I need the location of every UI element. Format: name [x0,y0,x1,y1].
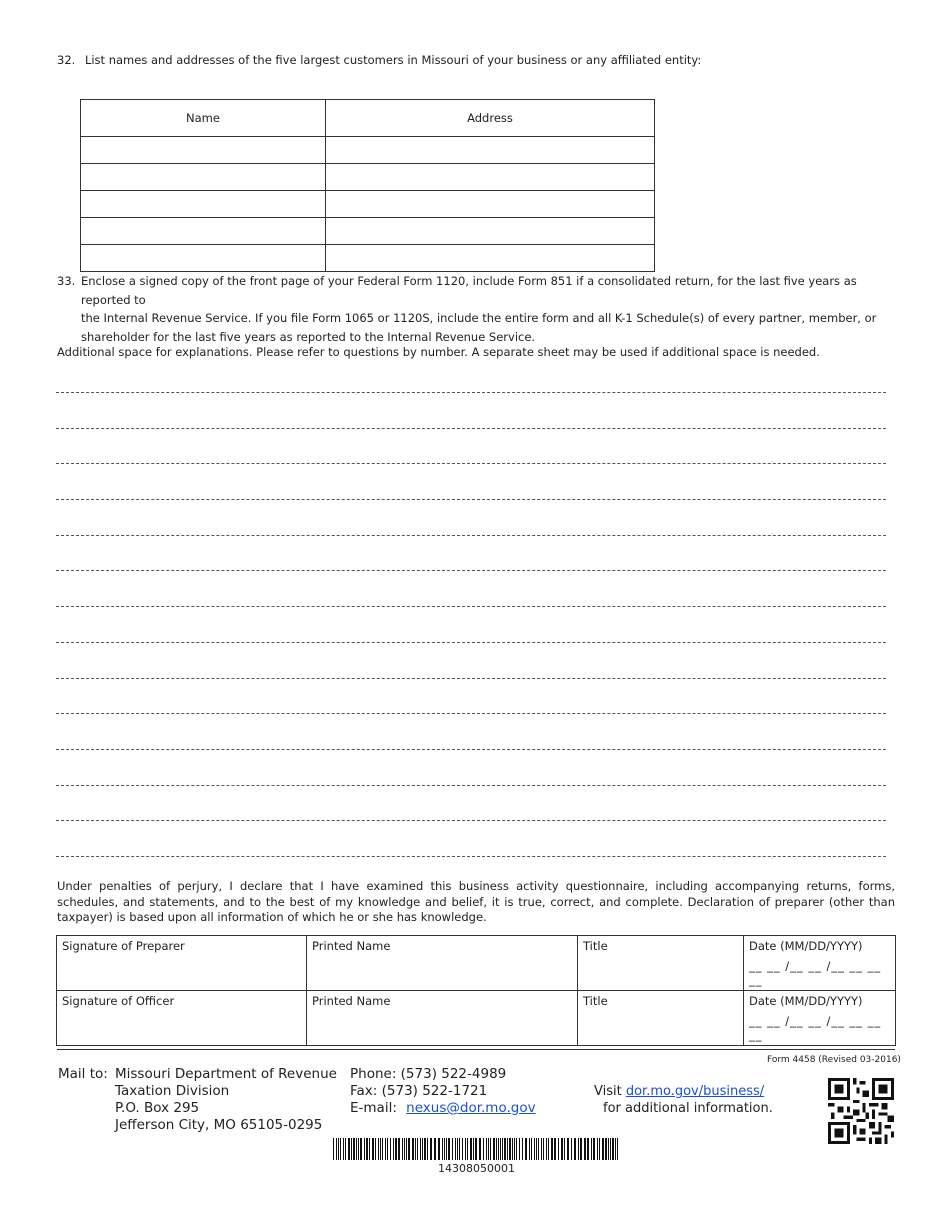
question-33-body [81,272,901,346]
table-row [81,191,655,218]
visit-suffix: for additional information. [603,1101,773,1116]
email-label: E-mail: [350,1100,397,1116]
explanation-line[interactable] [56,428,886,429]
question-text-line: shareholder for the last five years as reported to the Internal Revenue Service. [81,329,536,344]
field-label: Date (MM/DD/YYYY) [749,994,863,1008]
officer-title-field[interactable] [578,991,744,1046]
question-text-line: Enclose a signed copy of the front page of your Federal Form 1120, include Form 851 if a consolidated return, for the last five years as reported to [81,274,857,307]
email-row [350,1100,536,1117]
explanation-line[interactable] [56,713,886,714]
customer-address-input[interactable] [326,245,655,272]
question-32 [57,51,701,70]
fax: Fax: (573) 522-1721 [350,1083,488,1099]
customer-name-input[interactable] [81,164,326,191]
column-header-address: Address [326,100,655,137]
question-text: List names and addresses of the five largest customers in Missouri of your business or any affiliated entity: [84,53,702,67]
customer-name-input[interactable] [81,191,326,218]
question-33 [57,272,75,291]
explanation-line[interactable] [56,463,886,464]
table-row [81,137,655,164]
address-line: Jefferson City, MO 65105-0295 [115,1117,323,1133]
date-blank: __ __ /__ __ /__ __ __ __ [749,1014,882,1042]
explanation-line[interactable] [56,570,886,571]
preparer-date-field[interactable] [744,936,896,991]
customer-name-input[interactable] [81,137,326,164]
table-row [81,218,655,245]
preparer-printed-name-field[interactable] [307,936,578,991]
visit-prefix: Visit [594,1084,622,1099]
address-line: Taxation Division [115,1083,230,1099]
explanation-line[interactable] [56,499,886,500]
mailing-address [115,1066,337,1134]
visit-info [594,1083,773,1117]
customer-name-input[interactable] [81,245,326,272]
address-line: P.O. Box 295 [115,1100,200,1116]
question-number: 33. [57,274,76,288]
customer-address-input[interactable] [326,137,655,164]
perjury-declaration: Under penalties of perjury, I declare that I have examined this business activity questionnaire, including accompanying returns, forms, schedules, and statements, and to the best of my knowledge and belief, it is true, correct, and complete. Declaration of preparer (other than taxpayer) is based upon all information of which he or she has knowledge. [57,879,895,924]
preparer-title-field[interactable] [578,936,744,991]
barcode-number: 14308050001 [438,1162,515,1175]
table-row [81,164,655,191]
column-header-name: Name [81,100,326,137]
explanation-line[interactable] [56,642,886,643]
field-label: Date (MM/DD/YYYY) [749,939,863,953]
address-line: Missouri Department of Revenue [115,1066,337,1082]
field-label: Signature of Officer [62,994,175,1008]
explanation-line[interactable] [56,856,886,857]
explanation-line[interactable] [56,820,886,821]
footer-divider [57,1049,895,1050]
officer-signature-field[interactable] [57,991,307,1046]
explanation-line[interactable] [56,749,886,750]
customer-address-input[interactable] [326,191,655,218]
table-row [81,245,655,272]
explanation-line[interactable] [56,606,886,607]
form-id: Form 4458 (Revised 03-2016) [767,1055,901,1065]
customer-address-input[interactable] [326,164,655,191]
website-link[interactable]: dor.mo.gov/business/ [625,1084,765,1099]
contact-info [350,1066,536,1117]
field-label: Printed Name [312,939,391,953]
customers-table [80,99,655,272]
qr-code-icon [828,1078,894,1144]
field-label: Title [583,939,608,953]
customer-address-input[interactable] [326,218,655,245]
phone: Phone: (573) 522-4989 [350,1066,507,1082]
question-number: 32. [57,53,76,67]
explanation-line[interactable] [56,535,886,536]
explanation-line[interactable] [56,392,886,393]
field-label: Printed Name [312,994,391,1008]
field-label: Signature of Preparer [62,939,185,953]
explanation-line[interactable] [56,678,886,679]
officer-printed-name-field[interactable] [307,991,578,1046]
officer-date-field[interactable] [744,991,896,1046]
preparer-signature-field[interactable] [57,936,307,991]
field-label: Title [583,994,608,1008]
barcode-icon [333,1138,620,1160]
email-link[interactable]: nexus@dor.mo.gov [406,1100,536,1116]
explanation-line[interactable] [56,785,886,786]
date-blank: __ __ /__ __ /__ __ __ __ [749,959,882,987]
customer-name-input[interactable] [81,218,326,245]
signature-table [56,935,896,1046]
mail-to-label: Mail to: [58,1066,108,1082]
question-text-line: the Internal Revenue Service. If you file Form 1065 or 1120S, include the entire form and all K-1 Schedule(s) of every partner, member, or [81,311,877,325]
additional-space-instructions: Additional space for explanations. Please refer to questions by number. A separate sheet may be used if additional space is needed. [57,345,820,359]
